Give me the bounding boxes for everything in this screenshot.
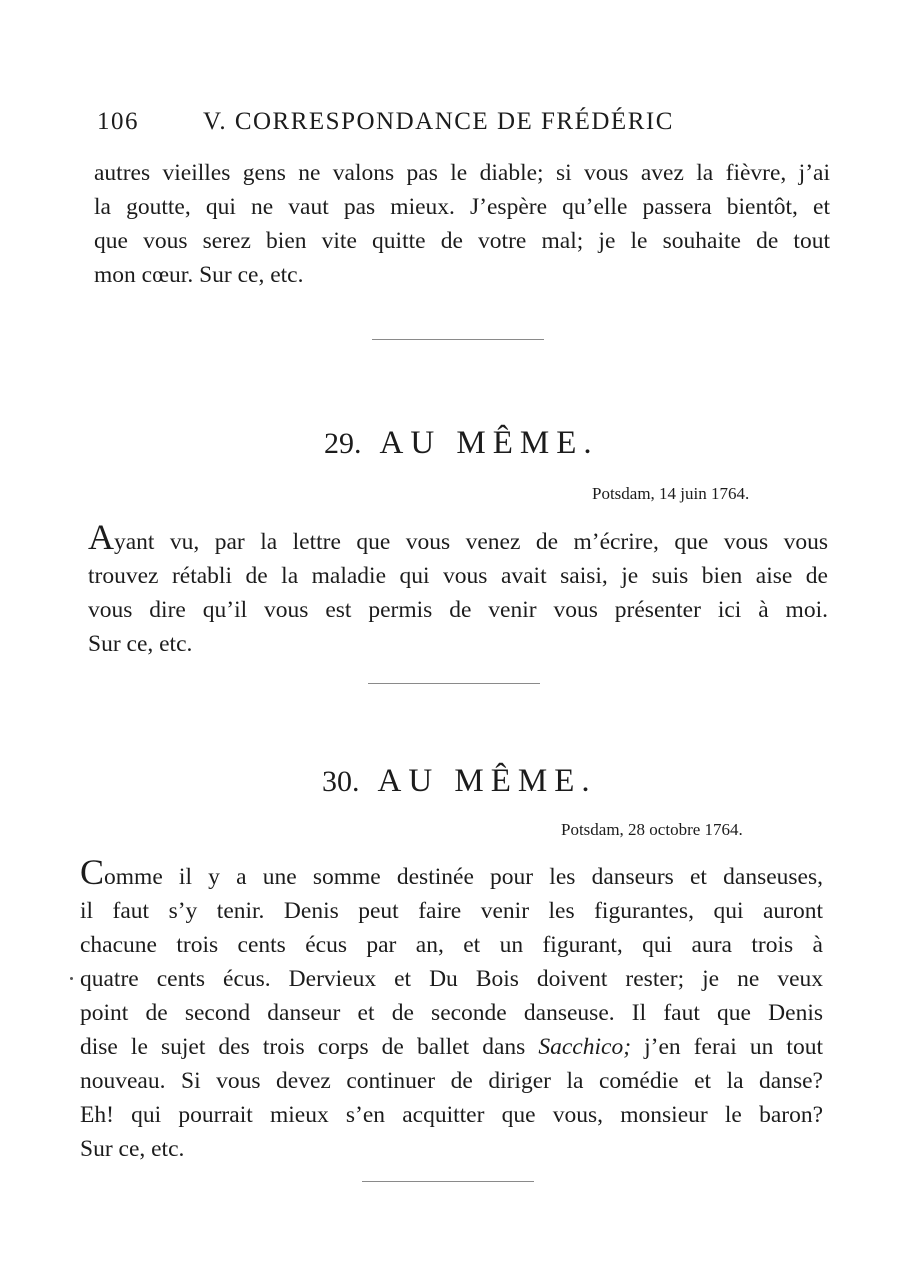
text-line: autres vieilles gens ne valons pas le diable; si vous avez la fièvre, j’ai [94, 160, 830, 186]
letter-body [80, 852, 823, 1166]
text-line [88, 517, 828, 559]
dateline: Potsdam, 14 juin 1764. [592, 484, 750, 503]
text-line: mon cœur. Sur ce, etc. [94, 262, 304, 288]
text-line-rest: omme il y a une somme destinée pour les danseurs et danseuses, [104, 864, 823, 890]
section-divider [362, 1181, 534, 1182]
text-line: Sur ce, etc. [80, 1136, 185, 1162]
text-line: trouvez rétabli de la maladie qui vous avait saisi, je suis bien aise de [88, 563, 828, 589]
letter-title: AU MÊME. [379, 425, 599, 461]
initial-letter: A [88, 517, 114, 557]
text-line: nouveau. Si vous devez continuer de diriger la comédie et la danse? [80, 1068, 823, 1094]
section-divider [372, 339, 544, 340]
initial-letter: C [80, 852, 105, 892]
text-line: vous dire qu’il vous est permis de venir vous présenter ici à moi. [88, 597, 828, 623]
text-line: Sur ce, etc. [88, 631, 193, 657]
text-line [80, 852, 823, 894]
letter-number: 29. [324, 427, 362, 460]
text-segment: j’en ferai un tout [631, 1034, 823, 1060]
letter-title: AU MÊME. [377, 763, 597, 799]
text-line: il faut s’y tenir. Denis peut faire venir les figurantes, qui auront [80, 898, 823, 924]
running-head [97, 108, 737, 142]
text-line: chacune trois cents écus par an, et un figurant, qui aura trois à [80, 932, 823, 958]
text-segment: dise le sujet des trois corps de ballet dans [80, 1034, 539, 1060]
text-line: point de second danseur et de seconde danseuse. Il faut que Denis [80, 1000, 823, 1026]
page-number: 106 [97, 108, 139, 135]
text-line: la goutte, qui ne vaut pas mieux. J’espère qu’elle passera bientôt, et [94, 194, 830, 220]
letter-heading [322, 763, 597, 800]
letter-heading [324, 425, 599, 462]
margin-mark [70, 977, 73, 980]
text-line: que vous serez bien vite quitte de votre mal; je le souhaite de tout [94, 228, 830, 254]
section-divider [368, 683, 540, 684]
running-head-title: V. CORRESPONDANCE DE FRÉDÉRIC [203, 108, 674, 135]
text-line [80, 1030, 823, 1064]
text-line-rest: yant vu, par la lettre que vous venez de m’écrire, que vous vous [114, 529, 828, 555]
text-line: Eh! qui pourrait mieux s’en acquitter que vous, monsieur le baron? [80, 1102, 823, 1128]
letter-number: 30. [322, 765, 360, 798]
continuation-paragraph [94, 156, 830, 292]
dateline: Potsdam, 28 octobre 1764. [561, 820, 743, 839]
italic-title: Sacchico; [538, 1034, 632, 1060]
text-line: quatre cents écus. Dervieux et Du Bois doivent rester; je ne veux [80, 966, 823, 992]
letter-body [88, 517, 828, 661]
